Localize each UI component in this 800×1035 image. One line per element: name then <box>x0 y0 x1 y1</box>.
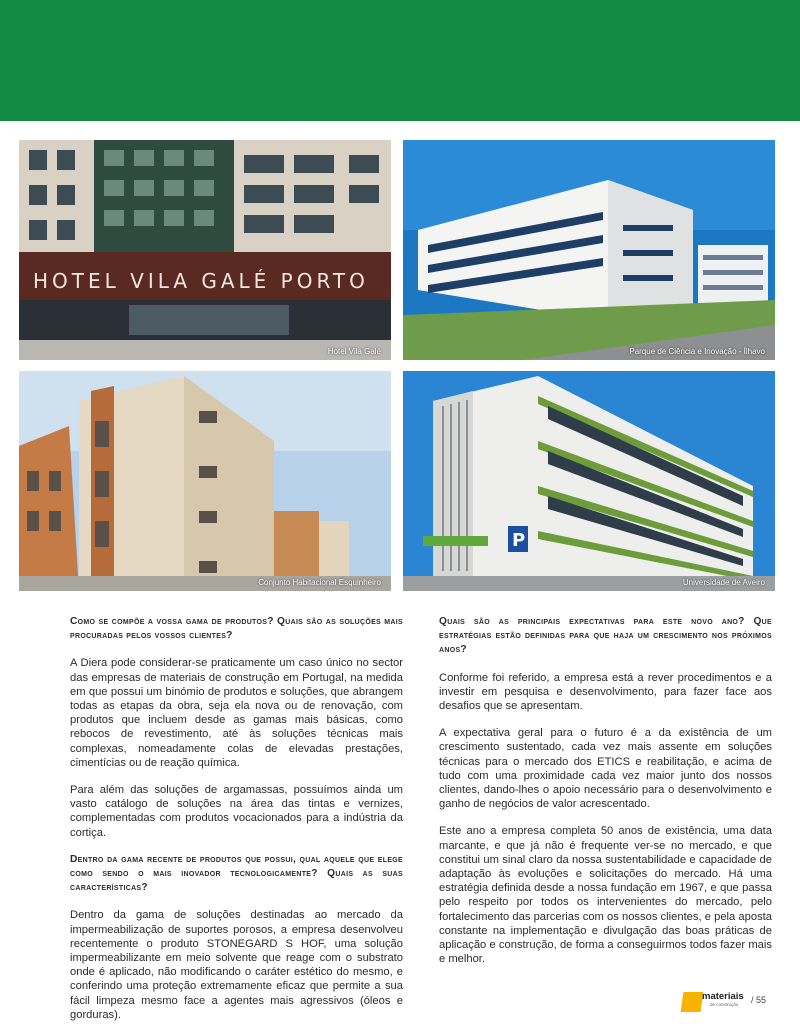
photo-caption: Hotel Vila Galé <box>327 347 381 356</box>
left-text-column <box>70 615 403 1035</box>
magazine-logo <box>682 990 752 1010</box>
photo-conjunto-esquinheiro <box>19 371 391 591</box>
right-text-column <box>439 615 772 979</box>
university-building-image <box>403 371 775 591</box>
answer-paragraph: A expectativa geral para o futuro é a da existência de um crescimento sustentado, cada vez mais assente em soluções técnicas para o mercado dos ETICS e reabilitação, e acima de tudo com uma proximidade cada vez maior junto dos nossos clientes, dando-lhes o apoio necessário para o desenvolvimento e ganho de negócios de valor acrescentado. <box>439 727 772 811</box>
logo-subtext: de construção <box>710 1002 739 1007</box>
photo-universidade-aveiro <box>403 371 775 591</box>
parking-sign-text: P <box>512 530 526 551</box>
science-park-image <box>403 140 775 360</box>
housing-complex-image <box>19 371 391 591</box>
photo-caption: Conjunto Habitacional Esquinheiro <box>258 578 381 587</box>
question-heading: Quais são as principais expectativas para este novo ano? Que estratégias estão definidas para que haja um crescimento nos próximos anos? <box>439 616 772 656</box>
logo-square-icon <box>681 992 704 1012</box>
photo-parque-ciencia <box>403 140 775 360</box>
answer-paragraph: A Diera pode considerar-se praticamente um caso único no sector das empresas de materiais de construção em Portugal, na medida em que possui um binómio de produtos e soluções, que abrangem todas as etapas da obra, seja ela nova ou de renovação, com produtos que incluem desde as gamas mais básicas, como rebocos de revestimento, até às soluções técnicas mais complexas, nomeadamente colas de elevadas prestações, cimentícias ou de reação química. <box>70 657 403 769</box>
question-heading: Como se compõe a vossa gama de produtos? Quais são as soluções mais procuradas pelos vossos clientes? <box>70 616 403 642</box>
hotel-sign-text: HOTEL VILA GALÉ PORTO <box>33 269 369 293</box>
answer-paragraph: Para além das soluções de argamassas, possuímos ainda um vasto catálogo de soluções na área das tintas e vernizes, complementadas com produtos vocacionados para a indústria da cortiça. <box>70 784 403 839</box>
photo-hotel-vila-gale <box>19 140 391 360</box>
photo-caption: Universidade de Aveiro <box>682 578 765 587</box>
answer-paragraph: Este ano a empresa completa 50 anos de existência, uma data marcante, e que já não é frequente ver-se no mercado, e que constitui um sinal claro da nossa sustentabilidade e capacidade de adaptação às evoluções e solicitações do mercado. Há uma estratégia definida desde a nossa fundação em 1967, e que passa pelo respeito por todos os intervenientes do mercado, pelo fortalecimento das parcerias com os nossos clientes, e pela aposta constante na implementação e divulgação das boas práticas de aplicação e construção, de forma a conseguirmos todos fazer mais e melhor. <box>439 825 772 966</box>
hotel-building-image <box>19 140 391 360</box>
answer-paragraph: Conforme foi referido, a empresa está a rever procedimentos e a investir em pesquisa e desenvolvimento, para fazer face aos desafios que se apresentam. <box>439 671 772 713</box>
page-number: / 55 <box>751 995 767 1005</box>
question-heading: Dentro da gama recente de produtos que possui, qual aquele que elege como sendo o mais inovador tecnologicamente? Quais as suas características? <box>70 853 403 894</box>
logo-text: materiais <box>702 991 744 1002</box>
answer-paragraph: Dentro da gama de soluções destinadas ao mercado da impermeabilização de suportes porosos, a empresa desenvolveu recentemente o produto STONEGARD S HOF, uma solução impermeabilizante em meio solvente que reage com o substrato onde é aplicado, não modificando o caráter estético do mesmo, e conferindo uma proteção extremamente eficaz que permite a sua fácil limpeza mesmo face a agentes mais agressivos (óleos e gorduras). <box>70 909 403 1021</box>
photo-caption: Parque de Ciência e Inovação - Ílhavo <box>629 347 765 356</box>
header-green-band <box>0 0 800 121</box>
